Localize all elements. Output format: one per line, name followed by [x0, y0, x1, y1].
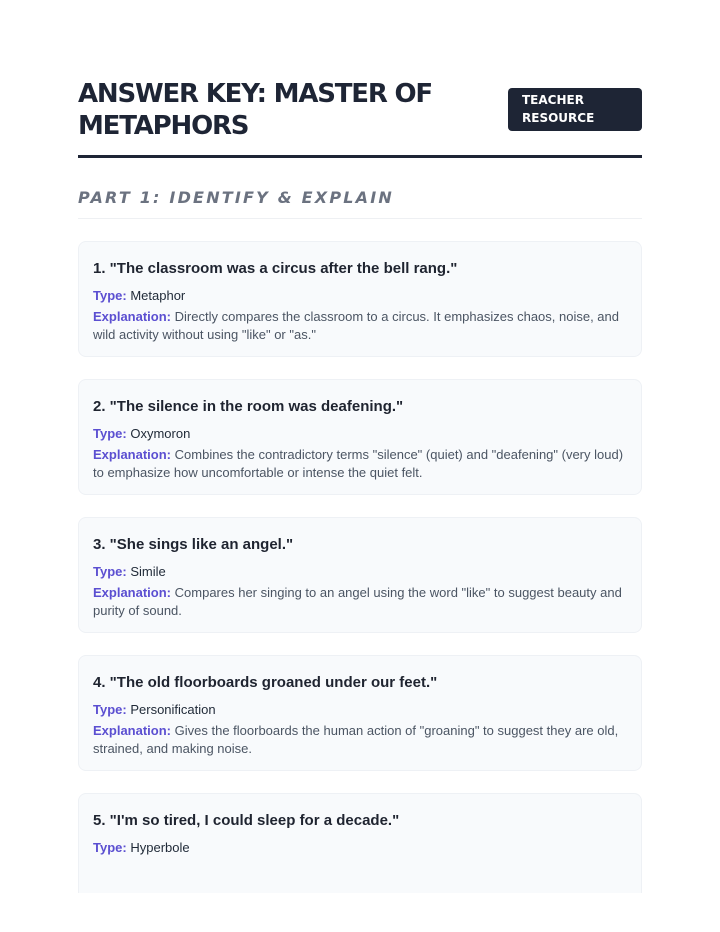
explanation-label: Explanation:	[93, 447, 172, 462]
page-title: ANSWER KEY: MASTER OF METAPHORS	[78, 79, 432, 141]
explanation-row	[93, 308, 627, 344]
section-title: PART 1: IDENTIFY & EXPLAIN	[78, 188, 394, 207]
answer-key-page	[78, 0, 642, 932]
explanation-value: Compares her singing to an angel using the word "like" to suggest beauty and purity of sound.	[93, 585, 622, 618]
explanation-label: Explanation:	[93, 585, 172, 600]
explanation-label: Explanation:	[93, 309, 172, 324]
question-text: 1. "The classroom was a circus after the bell rang."	[93, 260, 458, 277]
type-row	[93, 287, 627, 305]
explanation-row	[93, 722, 627, 758]
type-value: Personification	[130, 702, 216, 717]
page-header	[78, 78, 642, 156]
type-label: Type:	[93, 840, 127, 855]
answer-card-4	[78, 655, 642, 771]
type-value: Metaphor	[130, 288, 186, 303]
question-text: 5. "I'm so tired, I could sleep for a decade."	[93, 812, 400, 829]
explanation-label: Explanation:	[93, 723, 172, 738]
explanation-value: Directly compares the classroom to a circus. It emphasizes chaos, noise, and wild activity without using "like" or "as."	[93, 309, 619, 342]
question-text: 4. "The old floorboards groaned under our feet."	[93, 674, 438, 691]
type-value: Hyperbole	[130, 840, 190, 855]
explanation-row	[93, 584, 627, 620]
type-value: Oxymoron	[130, 426, 191, 441]
type-value: Simile	[130, 564, 166, 579]
question-text: 2. "The silence in the room was deafening."	[93, 398, 404, 415]
section-divider	[78, 218, 642, 219]
explanation-value: Combines the contradictory terms "silence" (quiet) and "deafening" (very loud) to emphasize how uncomfortable or intense the quiet felt.	[93, 447, 624, 480]
type-row	[93, 701, 627, 719]
answer-card-2	[78, 379, 642, 495]
type-row	[93, 425, 627, 443]
explanation-value: Gives the floorboards the human action of "groaning" to suggest they are old, strained, and making noise.	[93, 723, 619, 756]
answer-card-1	[78, 241, 642, 357]
type-label: Type:	[93, 702, 127, 717]
answer-card-5	[78, 793, 642, 893]
answer-card-3	[78, 517, 642, 633]
type-row	[93, 839, 627, 857]
type-label: Type:	[93, 426, 127, 441]
header-divider	[78, 155, 642, 158]
teacher-resource-badge: TEACHER RESOURCE	[508, 88, 642, 131]
explanation-row	[93, 446, 627, 482]
type-label: Type:	[93, 288, 127, 303]
type-label: Type:	[93, 564, 127, 579]
question-text: 3. "She sings like an angel."	[93, 536, 294, 553]
type-row	[93, 563, 627, 581]
